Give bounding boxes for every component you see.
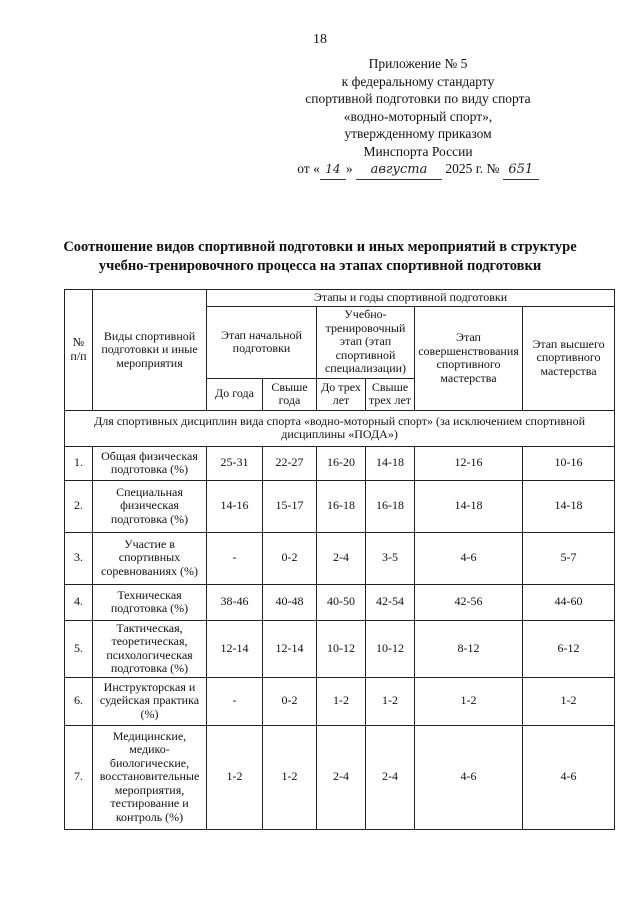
cell-value: 1-2 [415,677,523,725]
cell-value: 2-4 [317,725,366,829]
date-prefix: от « [297,161,320,176]
row-num: 2. [65,480,93,532]
cell-value: 16-20 [317,446,366,480]
cell-value: 16-18 [366,480,415,532]
row-name: Медицинские, медико-биологические, восстановительные мероприятия, тестирование и контроль (%) [93,725,207,829]
header-highest-stage: Этап высшего спортивного мастерства [523,306,615,410]
header-training-upto3: До трех лет [317,378,366,410]
table-row [65,584,615,620]
table-row [65,532,615,584]
row-name: Специальная физическая подготовка (%) [93,480,207,532]
header-training-stage: Учебно-тренировочный этап (этап спортивной специализации) [317,306,415,378]
handwritten-day: 14 [320,161,346,180]
appendix-line: «водно-моторный спорт», [343,108,493,124]
cell-value: 40-48 [263,584,317,620]
cell-value: 22-27 [263,446,317,480]
row-num: 6. [65,677,93,725]
cell-value: 38-46 [207,584,263,620]
cell-value: 42-54 [366,584,415,620]
row-num: 5. [65,620,93,677]
cell-value: 42-56 [415,584,523,620]
header-num: № п/п [65,290,93,411]
table-row [65,725,615,829]
row-name: Тактическая, теоретическая, психологическая подготовка (%) [93,620,207,677]
cell-value: 14-16 [207,480,263,532]
header-stages-group: Этапы и годы спортивной подготовки [207,290,615,307]
header-types: Виды спортивной подготовки и иные мероприятия [93,290,207,411]
cell-value: 1-2 [366,677,415,725]
cell-value: 10-12 [317,620,366,677]
cell-value: 2-4 [366,725,415,829]
cell-value: 40-50 [317,584,366,620]
section-title: Для спортивных дисциплин вида спорта «водно-моторный спорт» (за исключением спортивной дисциплины «ПОДА») [65,410,615,446]
training-ratio-table [64,289,615,830]
row-num: 3. [65,532,93,584]
cell-value: 5-7 [523,532,615,584]
handwritten-month: августа [356,161,442,180]
page-number: 18 [313,32,327,47]
header-improvement-stage: Этап совершенствования спортивного мастерства [415,306,523,410]
row-name: Общая физическая подготовка (%) [93,446,207,480]
header-initial-over1: Свыше года [263,378,317,410]
cell-value: - [207,532,263,584]
cell-value: 16-18 [317,480,366,532]
handwritten-order-number: 651 [503,161,539,180]
cell-value: 2-4 [317,532,366,584]
document-title: Соотношение видов спортивной подготовки и иных мероприятий в структуре учебно-тренировочного процесса на этапах спортивной подготовки [63,239,577,274]
row-num: 7. [65,725,93,829]
order-date-line [268,160,568,180]
cell-value: 4-6 [523,725,615,829]
cell-value: 14-18 [415,480,523,532]
cell-value: 4-6 [415,532,523,584]
cell-value: 1-2 [523,677,615,725]
cell-value: 8-12 [415,620,523,677]
cell-value: 14-18 [523,480,615,532]
cell-value: 25-31 [207,446,263,480]
cell-value: 10-16 [523,446,615,480]
date-quote: » [345,161,353,176]
cell-value: 12-16 [415,446,523,480]
cell-value: 15-17 [263,480,317,532]
table-row [65,480,615,532]
table-row [65,620,615,677]
cell-value: 4-6 [415,725,523,829]
cell-value: 1-2 [317,677,366,725]
cell-value: - [207,677,263,725]
row-name: Инструкторская и судейская практика (%) [93,677,207,725]
header-initial-stage: Этап начальной подготовки [207,306,317,378]
appendix-line: Приложение № 5 [368,56,468,71]
row-num: 4. [65,584,93,620]
header-initial-year1: До года [207,378,263,410]
cell-value: 14-18 [366,446,415,480]
year-text: 2025 г. № [445,161,500,176]
appendix-header [268,55,568,180]
row-name: Участие в спортивных соревнованиях (%) [93,532,207,584]
table-row [65,677,615,725]
row-num: 1. [65,446,93,480]
appendix-line: утвержденному приказом [344,126,492,141]
cell-value: 12-14 [207,620,263,677]
cell-value: 10-12 [366,620,415,677]
cell-value: 3-5 [366,532,415,584]
header-training-over3: Свыше трех лет [366,378,415,410]
table-row [65,446,615,480]
appendix-line: к федеральному стандарту [341,73,495,89]
cell-value: 0-2 [263,532,317,584]
cell-value: 12-14 [263,620,317,677]
cell-value: 0-2 [263,677,317,725]
cell-value: 6-12 [523,620,615,677]
row-name: Техническая подготовка (%) [93,584,207,620]
appendix-line: спортивной подготовки по виду спорта [305,91,531,106]
cell-value: 1-2 [207,725,263,829]
cell-value: 44-60 [523,584,615,620]
cell-value: 1-2 [263,725,317,829]
appendix-line: Минспорта России [363,143,473,159]
